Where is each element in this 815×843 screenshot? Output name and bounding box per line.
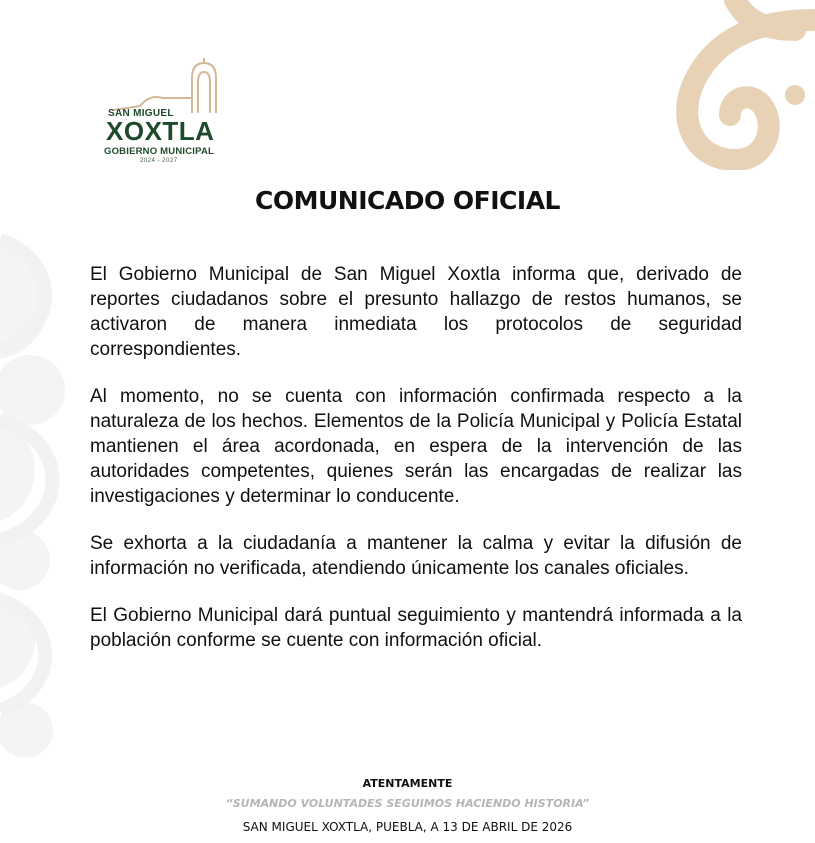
page-title: COMUNICADO OFICIAL (255, 186, 560, 215)
corner-ornament (655, 0, 815, 170)
closing-text: ATENTAMENTE (362, 777, 453, 790)
logo-line-4: 2024 - 2027 (140, 158, 178, 164)
slogan-text: “SUMANDO VOLUNTADES SEGUIMOS HACIENDO HISTORIA” (225, 797, 590, 810)
logo-line-1: SAN MIGUEL (108, 108, 174, 119)
paragraph-3: Se exhorta a la ciudadanía a mantener la calma y evitar la difusión de información no verificada, atendiendo únicamente los canales oficiales. (90, 533, 742, 579)
place-date-text: SAN MIGUEL XOXTLA, PUEBLA, A 13 DE ABRIL DE 2026 (242, 820, 573, 834)
paragraph-1: El Gobierno Municipal de San Miguel Xoxtla informa que, derivado de reportes ciudadanos sobre el presunto hallazgo de restos humanos, se activaron de manera inmediata los protocolos de seguridad correspondientes. (90, 264, 742, 360)
paragraph-4: El Gobierno Municipal dará puntual seguimiento y mantendrá informada a la población conforme se cuente con información oficial. (90, 605, 742, 651)
document-body (90, 262, 742, 675)
paragraph-2: Al momento, no se cuenta con información confirmada respecto a la naturaleza de los hechos. Elementos de la Policía Municipal y Policía Estatal mantienen el área acordonada, en espera de la intervención de las autoridades competentes, quienes serán las encargadas de realizar las investigaciones y determinar lo conducente. (90, 386, 742, 507)
logo-line-2: XOXTLA (106, 116, 215, 146)
municipal-logo (100, 58, 230, 170)
logo-line-3: GOBIERNO MUNICIPAL (104, 146, 215, 157)
